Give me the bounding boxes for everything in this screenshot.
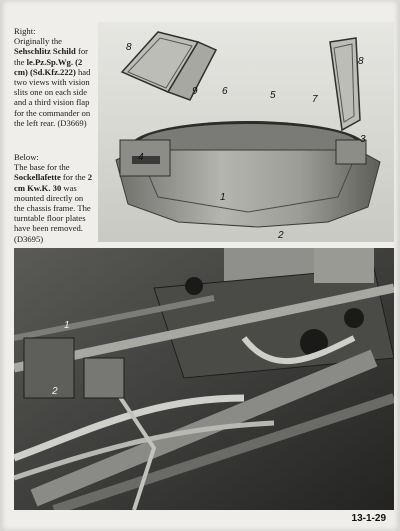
caption-below-heading: Below: (14, 152, 39, 162)
photo-label: 6 (222, 86, 228, 97)
photo-label: 4 (138, 152, 144, 163)
photo-label: 1 (220, 192, 226, 203)
photo-label: 5 (270, 90, 276, 101)
page-number: 13-1-29 (351, 513, 386, 524)
photo-label: 1 (64, 320, 70, 331)
caption-right-heading: Right: (14, 26, 36, 36)
turret-shield-illustration (98, 22, 394, 242)
caption-right: Right: Originally the Sehschlitz Schild for the le.Pz.Sp.Wg. (2 cm) (Sd.Kfz.222) had two views with vision slits one on each side and a third vision flap for the commander on the left rear. (D3669) (14, 26, 94, 128)
photo-label: 8 (358, 56, 364, 67)
book-page (2, 0, 398, 531)
chassis-base-photo (14, 248, 394, 510)
turret-shield-photo (98, 22, 394, 242)
photo-label: 9 (192, 86, 198, 97)
photo-label: 2 (278, 230, 284, 241)
photo-label: 8 (126, 42, 132, 53)
photo-label: 7 (312, 94, 318, 105)
chassis-base-illustration (14, 248, 394, 510)
photo-label: 3 (360, 134, 366, 145)
photo-label: 2 (52, 386, 58, 397)
caption-below: Below: The base for the Sockellafette for the 2 cm Kw.K. 30 was mounted directly on the chassis frame. The turntable floor plates have been removed. (D3695) (14, 152, 93, 244)
